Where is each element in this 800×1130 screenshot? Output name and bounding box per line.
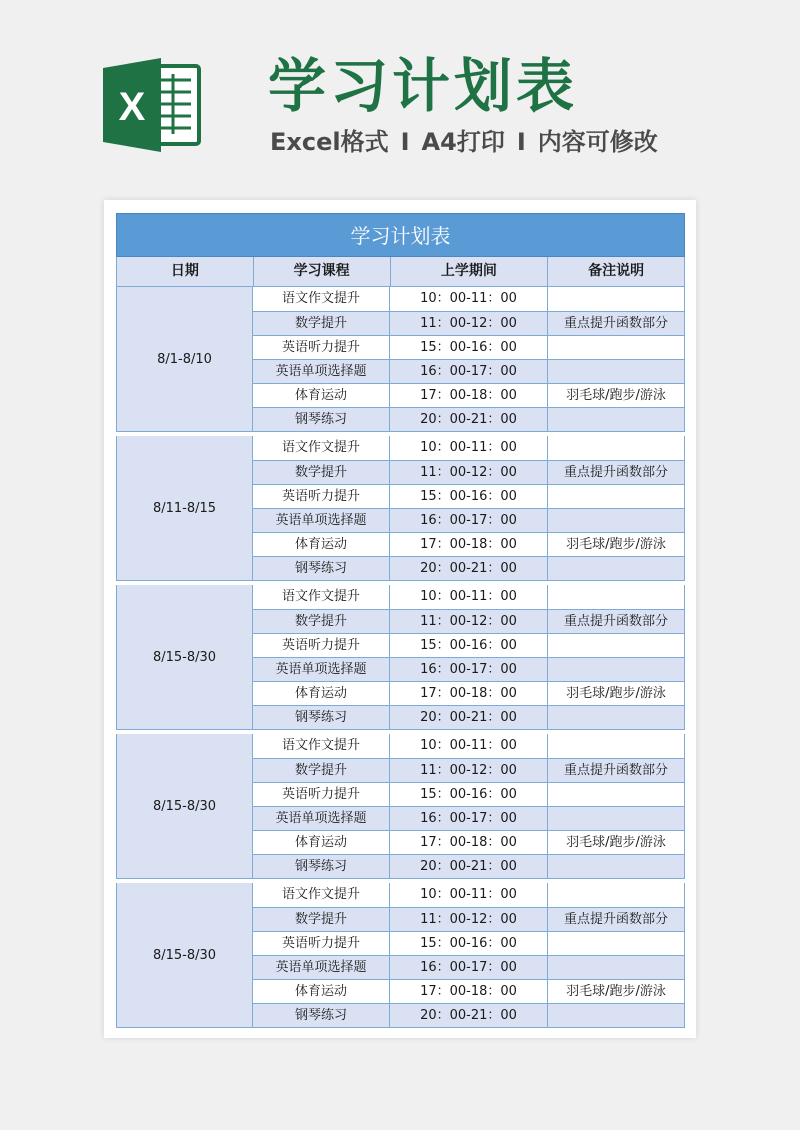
time-cell: 15：00-16：00: [390, 931, 548, 955]
course-cell: 英语听力提升: [253, 931, 390, 955]
time-cell: 10：00-11：00: [390, 883, 548, 907]
table-header-row: [116, 257, 685, 287]
time-cell: 17：00-18：00: [390, 830, 548, 854]
note-cell: [548, 585, 685, 609]
time-cell: 20：00-21：00: [390, 556, 548, 580]
course-cell: 英语单项选择题: [253, 657, 390, 681]
course-cell: 英语单项选择题: [253, 955, 390, 979]
group-rows: [253, 734, 685, 878]
course-cell: 语文作文提升: [253, 585, 390, 609]
course-cell: 英语单项选择题: [253, 806, 390, 830]
table-row: [253, 460, 685, 484]
excel-icon: [103, 58, 203, 152]
table-row: [253, 854, 685, 878]
time-cell: 17：00-18：00: [390, 532, 548, 556]
note-cell: [548, 407, 685, 431]
table-row: [253, 681, 685, 705]
table-row: [253, 311, 685, 335]
time-cell: 10：00-11：00: [390, 287, 548, 311]
course-cell: 体育运动: [253, 383, 390, 407]
date-cell: 8/15-8/30: [117, 883, 253, 1027]
time-cell: 11：00-12：00: [390, 609, 548, 633]
date-group: [116, 585, 685, 730]
table-body: [116, 287, 685, 1028]
column-header-date: 日期: [117, 257, 254, 287]
note-cell: [548, 287, 685, 311]
note-cell: [548, 484, 685, 508]
column-header-course: 学习课程: [254, 257, 391, 287]
note-cell: 羽毛球/跑步/游泳: [548, 383, 685, 407]
table-row: [253, 907, 685, 931]
time-cell: 16：00-17：00: [390, 955, 548, 979]
time-cell: 15：00-16：00: [390, 335, 548, 359]
time-cell: 15：00-16：00: [390, 633, 548, 657]
note-cell: [548, 1003, 685, 1027]
table-row: [253, 609, 685, 633]
time-cell: 11：00-12：00: [390, 311, 548, 335]
course-cell: 数学提升: [253, 311, 390, 335]
table-row: [253, 383, 685, 407]
date-cell: 8/15-8/30: [117, 585, 253, 729]
note-cell: [548, 335, 685, 359]
time-cell: 16：00-17：00: [390, 657, 548, 681]
time-cell: 15：00-16：00: [390, 782, 548, 806]
course-cell: 语文作文提升: [253, 734, 390, 758]
table-row: [253, 407, 685, 431]
time-cell: 20：00-21：00: [390, 1003, 548, 1027]
table-row: [253, 1003, 685, 1027]
date-cell: 8/1-8/10: [117, 287, 253, 431]
table-row: [253, 532, 685, 556]
course-cell: 钢琴练习: [253, 854, 390, 878]
note-cell: 重点提升函数部分: [548, 311, 685, 335]
table-row: [253, 556, 685, 580]
table-row: [253, 705, 685, 729]
date-cell: 8/11-8/15: [117, 436, 253, 580]
course-cell: 体育运动: [253, 532, 390, 556]
table-row: [253, 979, 685, 1003]
table-row: [253, 931, 685, 955]
note-cell: [548, 705, 685, 729]
course-cell: 数学提升: [253, 460, 390, 484]
course-cell: 语文作文提升: [253, 436, 390, 460]
group-rows: [253, 883, 685, 1027]
course-cell: 数学提升: [253, 609, 390, 633]
course-cell: 钢琴练习: [253, 407, 390, 431]
subtitle-separator: I: [400, 128, 410, 156]
course-cell: 英语单项选择题: [253, 359, 390, 383]
note-cell: [548, 883, 685, 907]
table-row: [253, 484, 685, 508]
time-cell: 20：00-21：00: [390, 407, 548, 431]
date-group: [116, 436, 685, 581]
time-cell: 11：00-12：00: [390, 460, 548, 484]
table-row: [253, 436, 685, 460]
table-row: [253, 335, 685, 359]
course-cell: 体育运动: [253, 979, 390, 1003]
table-row: [253, 734, 685, 758]
course-cell: 英语听力提升: [253, 633, 390, 657]
note-cell: [548, 782, 685, 806]
course-cell: 语文作文提升: [253, 883, 390, 907]
study-plan-table: [116, 213, 685, 1028]
course-cell: 英语听力提升: [253, 782, 390, 806]
subtitle-format: Excel格式: [270, 128, 389, 156]
table-row: [253, 585, 685, 609]
column-header-note: 备注说明: [548, 257, 685, 287]
time-cell: 20：00-21：00: [390, 854, 548, 878]
date-group: [116, 287, 685, 432]
table-row: [253, 806, 685, 830]
group-rows: [253, 585, 685, 729]
note-cell: [548, 436, 685, 460]
time-cell: 16：00-17：00: [390, 806, 548, 830]
note-cell: [548, 633, 685, 657]
note-cell: 羽毛球/跑步/游泳: [548, 681, 685, 705]
table-row: [253, 955, 685, 979]
table-row: [253, 782, 685, 806]
note-cell: [548, 806, 685, 830]
table-row: [253, 359, 685, 383]
page-subtitle: [270, 122, 658, 162]
time-cell: 17：00-18：00: [390, 979, 548, 1003]
time-cell: 10：00-11：00: [390, 436, 548, 460]
date-group: [116, 734, 685, 879]
note-cell: 重点提升函数部分: [548, 460, 685, 484]
page-title: 学习计划表: [268, 52, 579, 120]
note-cell: [548, 657, 685, 681]
course-cell: 钢琴练习: [253, 1003, 390, 1027]
table-row: [253, 287, 685, 311]
note-cell: [548, 931, 685, 955]
column-header-time: 上学期间: [391, 257, 549, 287]
page-header: [0, 0, 800, 200]
subtitle-print: A4打印: [421, 128, 505, 156]
time-cell: 10：00-11：00: [390, 585, 548, 609]
time-cell: 15：00-16：00: [390, 484, 548, 508]
table-row: [253, 758, 685, 782]
table-row: [253, 508, 685, 532]
note-cell: [548, 734, 685, 758]
group-rows: [253, 287, 685, 431]
course-cell: 钢琴练习: [253, 556, 390, 580]
note-cell: 羽毛球/跑步/游泳: [548, 979, 685, 1003]
note-cell: [548, 508, 685, 532]
time-cell: 11：00-12：00: [390, 907, 548, 931]
time-cell: 17：00-18：00: [390, 681, 548, 705]
time-cell: 17：00-18：00: [390, 383, 548, 407]
course-cell: 体育运动: [253, 681, 390, 705]
table-row: [253, 883, 685, 907]
course-cell: 体育运动: [253, 830, 390, 854]
date-group: [116, 883, 685, 1028]
course-cell: 英语单项选择题: [253, 508, 390, 532]
document-sheet: [104, 200, 696, 1038]
note-cell: 重点提升函数部分: [548, 907, 685, 931]
course-cell: 英语听力提升: [253, 484, 390, 508]
table-row: [253, 830, 685, 854]
note-cell: [548, 854, 685, 878]
note-cell: 羽毛球/跑步/游泳: [548, 830, 685, 854]
note-cell: 重点提升函数部分: [548, 609, 685, 633]
subtitle-separator: I: [516, 128, 526, 156]
note-cell: [548, 556, 685, 580]
time-cell: 10：00-11：00: [390, 734, 548, 758]
course-cell: 钢琴练习: [253, 705, 390, 729]
table-row: [253, 657, 685, 681]
course-cell: 语文作文提升: [253, 287, 390, 311]
group-rows: [253, 436, 685, 580]
date-cell: 8/15-8/30: [117, 734, 253, 878]
time-cell: 16：00-17：00: [390, 508, 548, 532]
time-cell: 11：00-12：00: [390, 758, 548, 782]
note-cell: [548, 359, 685, 383]
note-cell: [548, 955, 685, 979]
course-cell: 数学提升: [253, 907, 390, 931]
time-cell: 16：00-17：00: [390, 359, 548, 383]
course-cell: 英语听力提升: [253, 335, 390, 359]
course-cell: 数学提升: [253, 758, 390, 782]
table-row: [253, 633, 685, 657]
time-cell: 20：00-21：00: [390, 705, 548, 729]
excel-icon-letter: X: [118, 85, 146, 129]
subtitle-editable: 内容可修改: [537, 128, 658, 156]
table-title: 学习计划表: [116, 213, 685, 257]
note-cell: 重点提升函数部分: [548, 758, 685, 782]
note-cell: 羽毛球/跑步/游泳: [548, 532, 685, 556]
